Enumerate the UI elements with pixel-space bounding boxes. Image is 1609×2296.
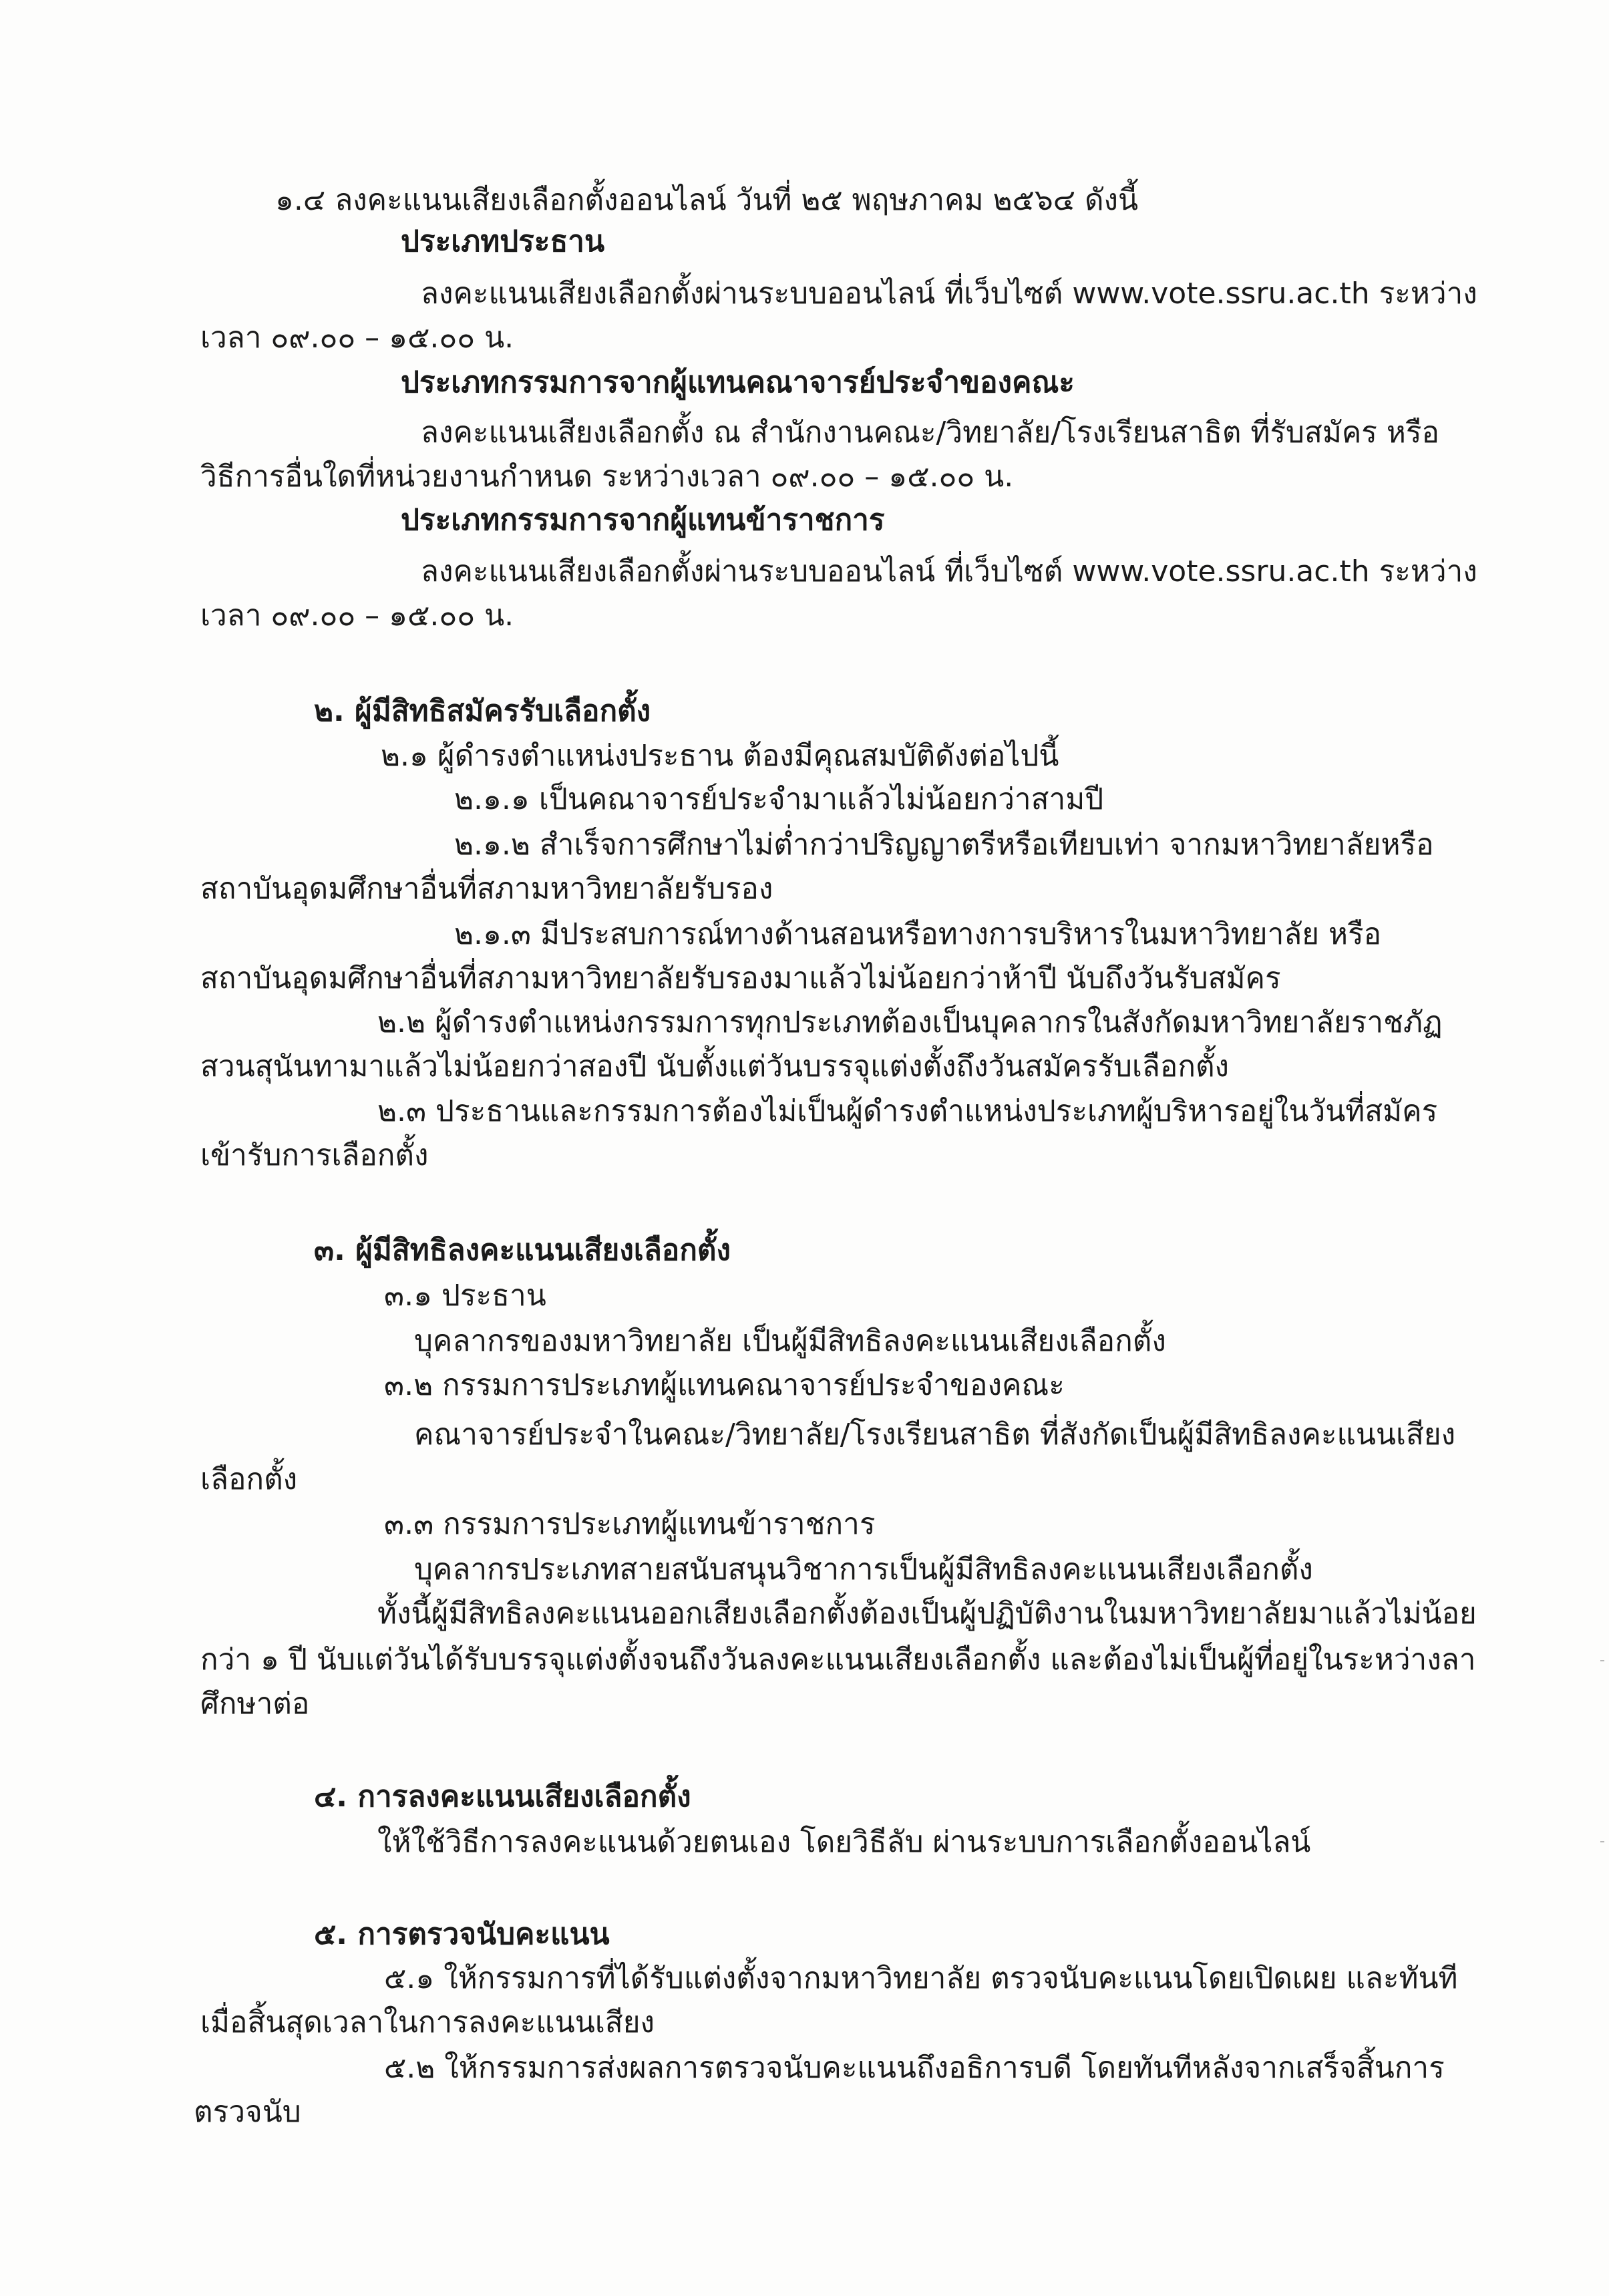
section-2-2-line-2: สวนสุนันทามาแล้วไม่น้อยกว่าสองปี นับตั้งแต่วันบรรจุแต่งตั้งถึงวันสมัครรับเลือกตั้ง <box>200 1049 1230 1084</box>
section-3-2: ๓.๒ กรรมการประเภทผู้แทนคณาจารย์ประจำของคณะ <box>384 1368 1065 1402</box>
section-5-2-line-2: ตรวจนับ <box>194 2095 301 2129</box>
section-2-1: ๒.๑ ผู้ดำรงตำแหน่งประธาน ต้องมีคุณสมบัติดังต่อไปนี้ <box>381 739 1059 773</box>
section-3-3-body: บุคลากรประเภทสายสนับสนุนวิชาการเป็นผู้มีสิทธิลงคะแนนเสียงเลือกตั้ง <box>414 1552 1313 1587</box>
scan-edge-mark <box>1600 1660 1604 1661</box>
section-2-1-2-line-1: ๒.๑.๒ สำเร็จการศึกษาไม่ต่ำกว่าปริญญาตรีหรือเทียบเท่า จากมหาวิทยาลัยหรือ <box>454 828 1434 862</box>
section-3-1: ๓.๑ ประธาน <box>384 1279 546 1313</box>
president-heading: ประเภทประธาน <box>401 224 605 259</box>
section-2-1-2-line-2: สถาบันอุดมศึกษาอื่นที่สภามหาวิทยาลัยรับรอง <box>200 872 773 906</box>
section-3-note-line-1: ทั้งนี้ผู้มีสิทธิลงคะแนนออกเสียงเลือกตั้งต้องเป็นผู้ปฏิบัติงานในมหาวิทยาลัยมาแล้วไม่น้อย <box>377 1597 1477 1631</box>
section-5-1-line-1: ๕.๑ ให้กรรมการที่ได้รับแต่งตั้งจากมหาวิทยาลัย ตรวจนับคะแนนโดยเปิดเผย และทันที <box>384 1961 1458 1995</box>
section-3-1-body: บุคลากรของมหาวิทยาลัย เป็นผู้มีสิทธิลงคะแนนเสียงเลือกตั้ง <box>414 1324 1166 1358</box>
section-5-2-line-1: ๕.๒ ให้กรรมการส่งผลการตรวจนับคะแนนถึงอธิการบดี โดยทันทีหลังจากเสร็จสิ้นการ <box>384 2051 1445 2085</box>
section-1-4-intro: ๑.๔ ลงคะแนนเสียงเลือกตั้งออนไลน์ วันที่ ๒๕ พฤษภาคม ๒๕๖๔ ดังนี้ <box>275 183 1139 217</box>
faculty-rep-heading: ประเภทกรรมการจากผู้แทนคณาจารย์ประจำของคณะ <box>401 365 1075 399</box>
section-5-1-line-2: เมื่อสิ้นสุดเวลาในการลงคะแนนเสียง <box>200 2005 655 2039</box>
scan-edge-mark <box>1600 1841 1604 1842</box>
section-3-note-line-3: ศึกษาต่อ <box>200 1687 310 1721</box>
section-4-heading: ๔. การลงคะแนนเสียงเลือกตั้ง <box>314 1780 691 1814</box>
president-voting-line-2: เวลา ๐๙.๐๐ – ๑๕.๐๐ น. <box>200 321 514 355</box>
section-3-3: ๓.๓ กรรมการประเภทผู้แทนข้าราชการ <box>384 1507 876 1541</box>
section-3-note-line-2: กว่า ๑ ปี นับแต่วันได้รับบรรจุแต่งตั้งจนถึงวันลงคะแนนเสียงเลือกตั้ง และต้องไม่เป็นผู้ที่อยู่ในระหว่างลา <box>200 1643 1476 1677</box>
president-voting-line-1: ลงคะแนนเสียงเลือกตั้งผ่านระบบออนไลน์ ที่เว็บไซต์ www.vote.ssru.ac.th ระหว่าง <box>421 277 1477 311</box>
civil-servant-rep-heading: ประเภทกรรมการจากผู้แทนข้าราชการ <box>401 503 885 537</box>
section-3-2-body-line-1: คณาจารย์ประจำในคณะ/วิทยาลัย/โรงเรียนสาธิต ที่สังกัดเป็นผู้มีสิทธิลงคะแนนเสียง <box>414 1418 1456 1452</box>
civil-servant-rep-voting-line-1: ลงคะแนนเสียงเลือกตั้งผ่านระบบออนไลน์ ที่เว็บไซต์ www.vote.ssru.ac.th ระหว่าง <box>421 554 1477 589</box>
section-3-heading: ๓. ผู้มีสิทธิลงคะแนนเสียงเลือกตั้ง <box>314 1233 731 1267</box>
section-2-heading: ๒. ผู้มีสิทธิสมัครรับเลือกตั้ง <box>314 694 651 728</box>
section-2-3-line-1: ๒.๓ ประธานและกรรมการต้องไม่เป็นผู้ดำรงตำแหน่งประเภทผู้บริหารอยู่ในวันที่สมัคร <box>377 1094 1438 1128</box>
section-2-1-3-line-1: ๒.๑.๓ มีประสบการณ์ทางด้านสอนหรือทางการบริหารในมหาวิทยาลัย หรือ <box>454 917 1382 951</box>
section-5-heading: ๕. การตรวจนับคะแนน <box>314 1917 610 1951</box>
faculty-rep-voting-line-1: ลงคะแนนเสียงเลือกตั้ง ณ สำนักงานคณะ/วิทยาลัย/โรงเรียนสาธิต ที่รับสมัคร หรือ <box>421 416 1439 450</box>
section-2-2-line-1: ๒.๒ ผู้ดำรงตำแหน่งกรรมการทุกประเภทต้องเป็นบุคลากรในสังกัดมหาวิทยาลัยราชภัฏ <box>377 1005 1443 1039</box>
section-4-body: ให้ใช้วิธีการลงคะแนนด้วยตนเอง โดยวิธีลับ ผ่านระบบการเลือกตั้งออนไลน์ <box>377 1825 1311 1859</box>
faculty-rep-voting-line-2: วิธีการอื่นใดที่หน่วยงานกำหนด ระหว่างเวลา ๐๙.๐๐ – ๑๕.๐๐ น. <box>200 460 1014 494</box>
section-3-2-body-line-2: เลือกตั้ง <box>200 1462 298 1496</box>
section-2-1-3-line-2: สถาบันอุดมศึกษาอื่นที่สภามหาวิทยาลัยรับรองมาแล้วไม่น้อยกว่าห้าปี นับถึงวันรับสมัคร <box>200 961 1281 995</box>
civil-servant-rep-voting-line-2: เวลา ๐๙.๐๐ – ๑๕.๐๐ น. <box>200 599 514 633</box>
section-2-3-line-2: เข้ารับการเลือกตั้ง <box>200 1138 429 1172</box>
section-2-1-1: ๒.๑.๑ เป็นคณาจารย์ประจำมาแล้วไม่น้อยกว่าสามปี <box>454 782 1104 816</box>
